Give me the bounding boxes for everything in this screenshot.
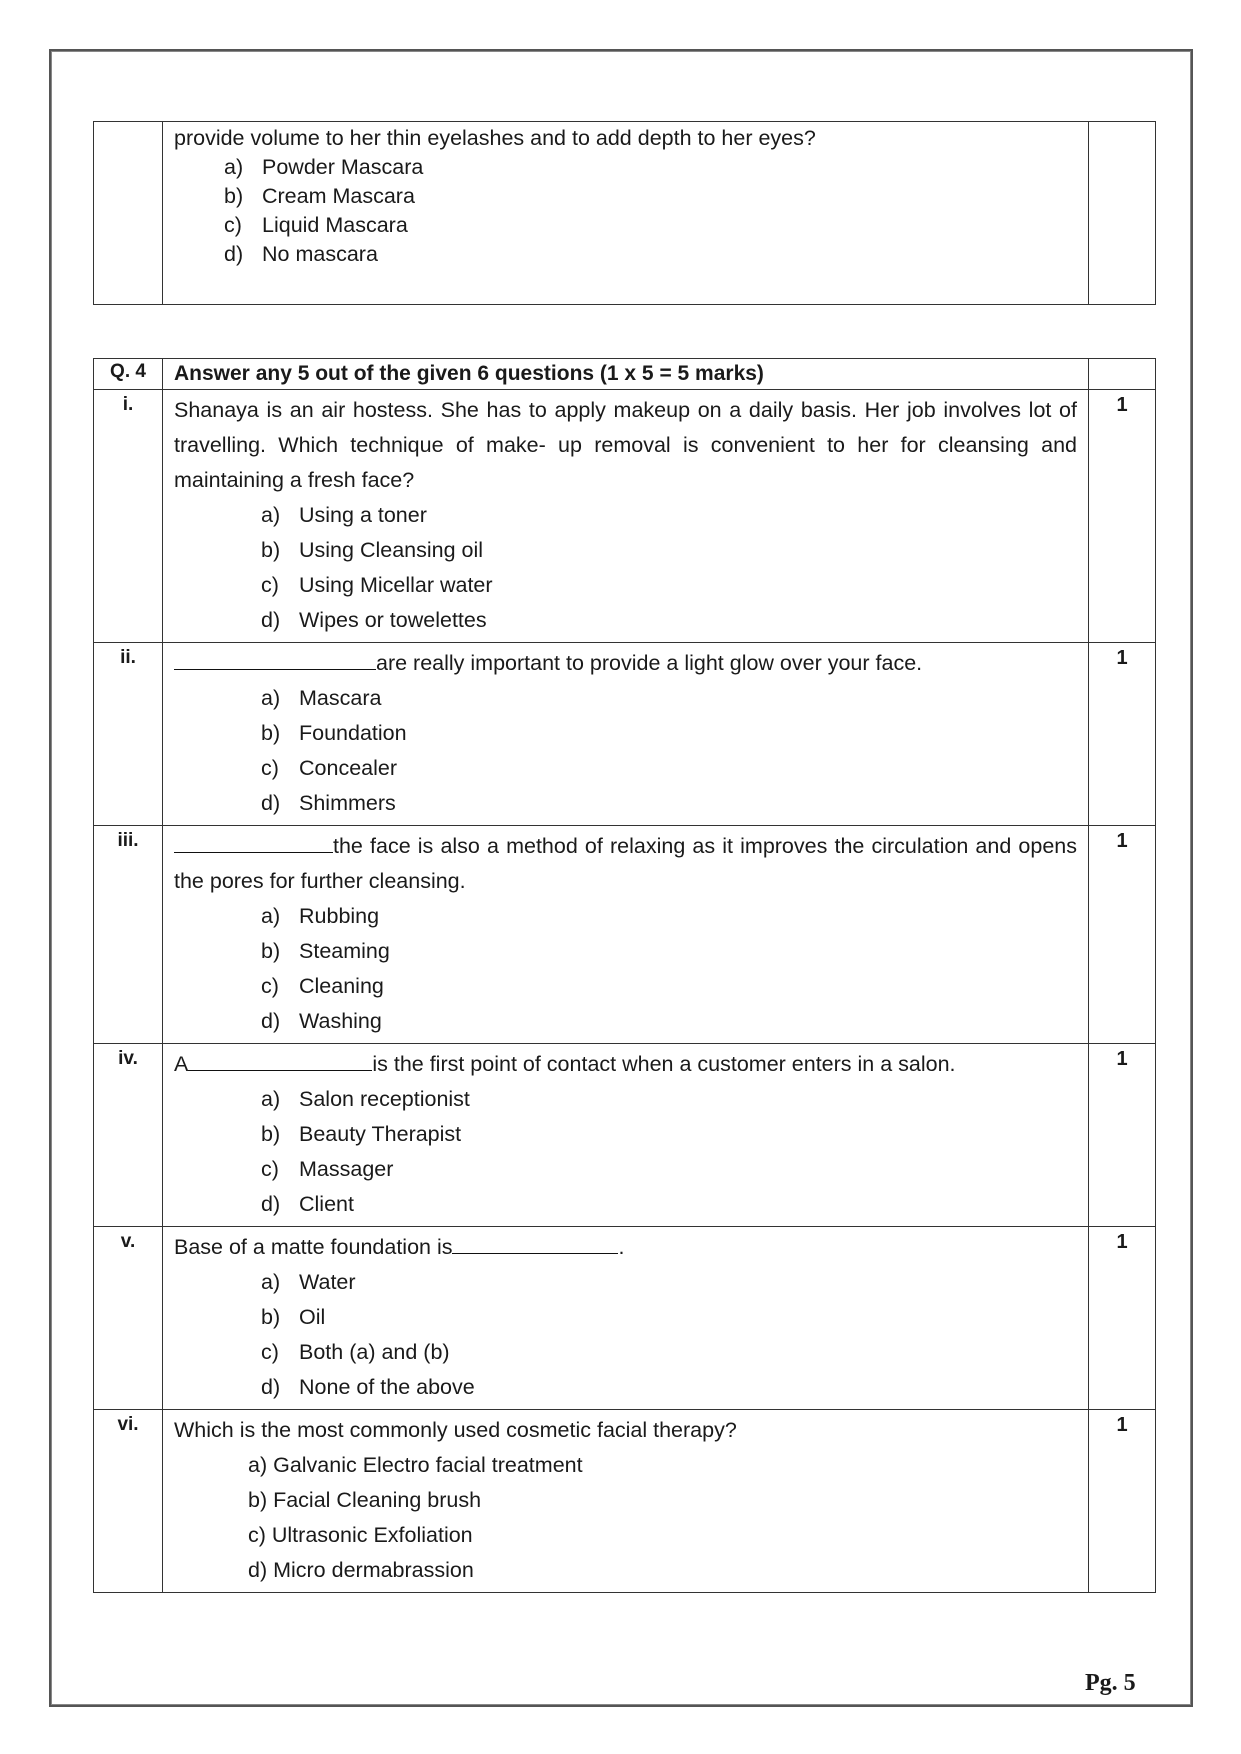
option: b) Beauty Therapist xyxy=(261,1122,462,1146)
marks-value: 1 xyxy=(1089,643,1156,826)
question-body xyxy=(163,1227,1089,1410)
question-stem: A is the first point of contact when a customer enters in a salon. xyxy=(174,1047,1077,1082)
marks-value: 1 xyxy=(1089,1410,1156,1593)
question-row xyxy=(94,643,1156,826)
option: a) Powder Mascara xyxy=(224,155,424,179)
option: b) Oil xyxy=(261,1305,326,1329)
section-instruction: Answer any 5 out of the given 6 questions (1 x 5 = 5 marks) xyxy=(163,359,1089,390)
option: b) Foundation xyxy=(261,721,407,745)
option: a) Galvanic Electro facial treatment xyxy=(248,1453,583,1477)
option: c) Concealer xyxy=(261,756,397,780)
question-body xyxy=(163,1410,1089,1593)
option: d) Client xyxy=(261,1192,354,1216)
option: a) Mascara xyxy=(261,686,382,710)
question-number: iv. xyxy=(94,1044,163,1227)
option: d) None of the above xyxy=(261,1375,475,1399)
question-number: vi. xyxy=(94,1410,163,1593)
marks-value: 1 xyxy=(1089,390,1156,643)
question-body xyxy=(163,826,1089,1044)
continuation-number-cell xyxy=(94,122,163,305)
question-row xyxy=(94,1227,1156,1410)
continuation-marks-cell xyxy=(1089,122,1156,305)
header-marks-cell xyxy=(1089,359,1156,390)
options-list xyxy=(174,681,1077,821)
option: d) No mascara xyxy=(224,242,378,266)
option: b) Facial Cleaning brush xyxy=(248,1488,482,1512)
option: b) Cream Mascara xyxy=(224,184,415,208)
question-row xyxy=(94,1410,1156,1593)
question-row xyxy=(94,1044,1156,1227)
marks-value: 1 xyxy=(1089,1044,1156,1227)
options-list xyxy=(174,1265,1077,1405)
question-body xyxy=(163,1044,1089,1227)
question-row xyxy=(94,826,1156,1044)
fill-blank xyxy=(174,830,333,853)
question-4-table xyxy=(93,358,1156,1593)
page-number: Pg. 5 xyxy=(1085,1670,1136,1696)
question-number: Q. 4 xyxy=(94,359,163,390)
options-list xyxy=(174,1082,1077,1222)
options-list xyxy=(174,498,1077,638)
continuation-stem: provide volume to her thin eyelashes and to add depth to her eyes? xyxy=(174,126,816,150)
question-stem: Which is the most commonly used cosmetic facial therapy? xyxy=(174,1418,737,1442)
continuation-table xyxy=(93,121,1156,305)
option: a) Using a toner xyxy=(261,503,427,527)
question-body xyxy=(163,390,1089,643)
option: c) Cleaning xyxy=(261,974,384,998)
option: c) Both (a) and (b) xyxy=(261,1340,450,1364)
question-body xyxy=(163,643,1089,826)
fill-blank xyxy=(174,647,376,670)
option: b) Steaming xyxy=(261,939,390,963)
fill-blank xyxy=(452,1231,618,1254)
fill-blank xyxy=(188,1048,372,1071)
option: d) Wipes or towelettes xyxy=(261,608,487,632)
option: a) Water xyxy=(261,1270,356,1294)
question-stem: the face is also a method of relaxing as it improves the circulation and opens the pores for further cleansing. xyxy=(174,829,1077,899)
option: c) Massager xyxy=(261,1157,394,1181)
option: c) Liquid Mascara xyxy=(224,213,408,237)
question-row xyxy=(94,390,1156,643)
question-stem: Shanaya is an air hostess. She has to apply makeup on a daily basis. Her job involves lot of travelling. Which technique of make- up removal is convenient to her for cleansing and maintaining a fresh face? xyxy=(174,398,1077,492)
question-number: ii. xyxy=(94,643,163,826)
question-stem: are really important to provide a light glow over your face. xyxy=(174,646,1077,681)
continuation-options xyxy=(174,153,1077,269)
question-number: i. xyxy=(94,390,163,643)
continuation-body xyxy=(163,122,1089,305)
marks-value: 1 xyxy=(1089,826,1156,1044)
question-stem: Base of a matte foundation is . xyxy=(174,1230,1077,1265)
option: d) Shimmers xyxy=(261,791,396,815)
option: c) Ultrasonic Exfoliation xyxy=(248,1523,473,1547)
option: c) Using Micellar water xyxy=(261,573,493,597)
marks-value: 1 xyxy=(1089,1227,1156,1410)
question-number: v. xyxy=(94,1227,163,1410)
option: a) Rubbing xyxy=(261,904,380,928)
option: b) Using Cleansing oil xyxy=(261,538,484,562)
option: a) Salon receptionist xyxy=(261,1087,470,1111)
options-list xyxy=(174,1448,1077,1588)
option: d) Micro dermabrassion xyxy=(248,1558,474,1582)
question-number: iii. xyxy=(94,826,163,1044)
option: d) Washing xyxy=(261,1009,382,1033)
options-list xyxy=(174,899,1077,1039)
